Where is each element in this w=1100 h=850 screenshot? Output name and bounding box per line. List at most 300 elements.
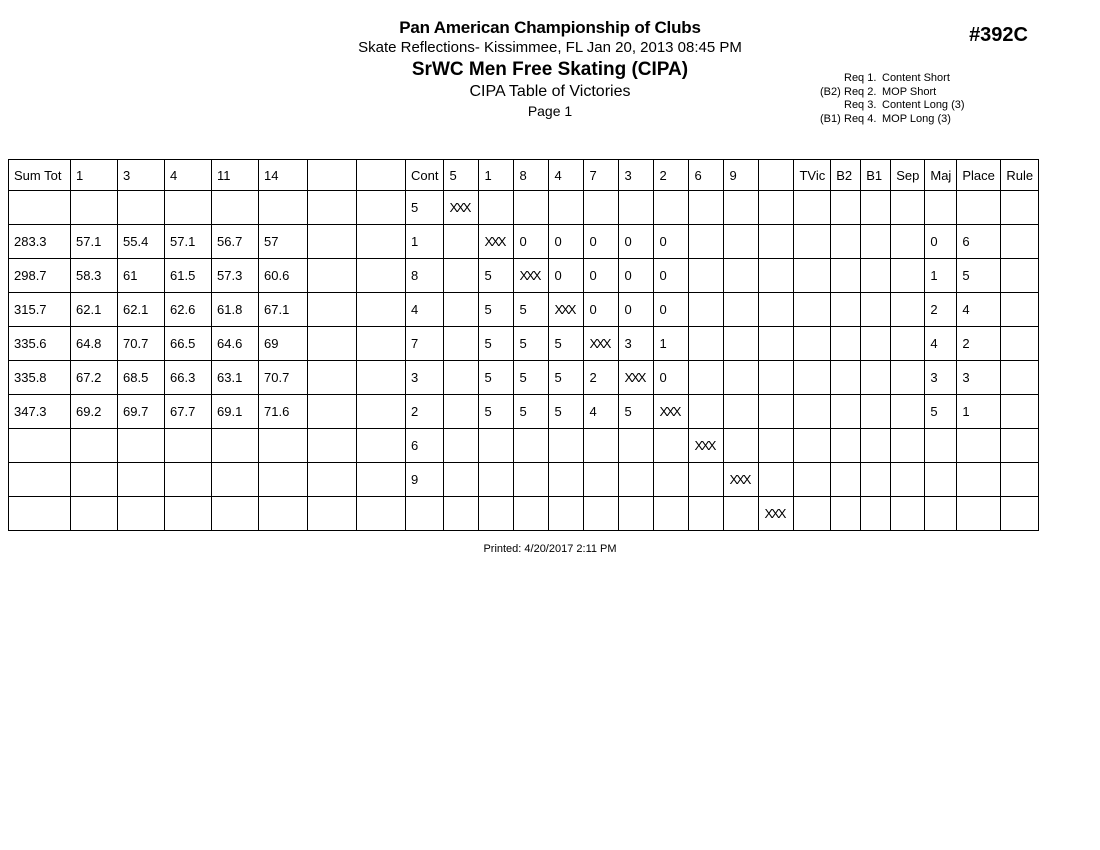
cell-matrix-8 [689, 463, 724, 497]
cell-matrix-2: 5 [479, 327, 514, 361]
cell-matrix-3: 5 [514, 361, 549, 395]
cell-matrix-1 [444, 191, 479, 225]
cell-place: 1 [957, 395, 1001, 429]
cell-matrix-5 [584, 429, 619, 463]
xxx-marker: XXX [694, 438, 715, 453]
cell-matrix-2 [479, 497, 514, 531]
cell-matrix-5 [584, 191, 619, 225]
cell-b2 [831, 259, 861, 293]
cell-judge-7 [357, 395, 406, 429]
cell-judge-6 [308, 225, 357, 259]
cell-matrix-1 [444, 361, 479, 395]
cell-matrix-2: 5 [479, 259, 514, 293]
cell-matrix-8 [689, 293, 724, 327]
cell-matrix-6: 0 [619, 259, 654, 293]
requirement-text: Content Long (3) [882, 99, 965, 111]
cell-tvic [794, 497, 831, 531]
cell-matrix-8 [689, 361, 724, 395]
cell-judge-5: 69 [259, 327, 308, 361]
cell-judge-5: 60.6 [259, 259, 308, 293]
cell-matrix-5: 0 [584, 293, 619, 327]
table-row [9, 463, 1039, 497]
venue-datetime: Skate Reflections- Kissimmee, FL Jan 20, 2013 08:45 PM [358, 39, 742, 56]
col-matrix-6: 6 [689, 160, 724, 191]
cell-rule [1001, 259, 1039, 293]
cell-matrix-7: 0 [654, 225, 689, 259]
cell-maj [925, 191, 957, 225]
cell-matrix-8 [689, 327, 724, 361]
cell-place: 6 [957, 225, 1001, 259]
cell-judge-2: 55.4 [118, 225, 165, 259]
cell-matrix-10 [759, 361, 794, 395]
cell-matrix-5: 0 [584, 259, 619, 293]
cell-matrix-9 [724, 463, 759, 497]
table-row [9, 429, 1039, 463]
cell-sep [891, 463, 925, 497]
requirement-tag: (B2) [820, 85, 841, 98]
cell-matrix-4 [549, 191, 584, 225]
col-sum-tot: Sum Tot [9, 160, 71, 191]
cell-judge-4 [212, 429, 259, 463]
cell-judge-2: 61 [118, 259, 165, 293]
table-row [9, 191, 1039, 225]
xxx-marker: XXX [484, 234, 505, 249]
cell-tvic [794, 191, 831, 225]
xxx-marker: XXX [449, 200, 470, 215]
cell-sum-tot: 283.3 [9, 225, 71, 259]
cell-b1 [861, 463, 891, 497]
cell-sum-tot: 335.6 [9, 327, 71, 361]
cell-judge-4: 56.7 [212, 225, 259, 259]
cell-matrix-4: 0 [549, 259, 584, 293]
cell-rule [1001, 395, 1039, 429]
cell-maj: 0 [925, 225, 957, 259]
col-b1: B1 [861, 160, 891, 191]
cell-maj [925, 429, 957, 463]
cell-b2 [831, 497, 861, 531]
cell-judge-7 [357, 191, 406, 225]
cell-matrix-10 [759, 225, 794, 259]
requirements-legend [820, 72, 965, 126]
cell-matrix-6 [619, 361, 654, 395]
cell-place: 5 [957, 259, 1001, 293]
cell-judge-2: 62.1 [118, 293, 165, 327]
col-tvic: TVic [794, 160, 831, 191]
cell-judge-7 [357, 225, 406, 259]
cell-judge-3: 67.7 [165, 395, 212, 429]
cell-rule [1001, 293, 1039, 327]
cell-matrix-4 [549, 463, 584, 497]
cell-matrix-3 [514, 429, 549, 463]
col-matrix-3: 3 [619, 160, 654, 191]
requirement-number: Req 1. [844, 72, 877, 84]
cell-matrix-2 [479, 225, 514, 259]
cell-judge-4: 63.1 [212, 361, 259, 395]
cell-judge-4 [212, 191, 259, 225]
cell-judge-6 [308, 463, 357, 497]
cell-place [957, 497, 1001, 531]
cell-matrix-7: 0 [654, 259, 689, 293]
col-matrix-7: 7 [584, 160, 619, 191]
cell-judge-1: 57.1 [71, 225, 118, 259]
cell-matrix-7 [654, 429, 689, 463]
cell-judge-3 [165, 463, 212, 497]
cell-maj: 5 [925, 395, 957, 429]
cell-judge-4 [212, 497, 259, 531]
cell-cont: 4 [406, 293, 444, 327]
cell-judge-6 [308, 497, 357, 531]
cell-judge-2 [118, 463, 165, 497]
cell-matrix-6: 3 [619, 327, 654, 361]
cell-matrix-7: 0 [654, 293, 689, 327]
cell-matrix-9 [724, 361, 759, 395]
col-b2: B2 [831, 160, 861, 191]
cell-b1 [861, 361, 891, 395]
cell-matrix-2: 5 [479, 395, 514, 429]
xxx-marker: XXX [659, 404, 680, 419]
cell-judge-3 [165, 191, 212, 225]
cell-matrix-5 [584, 327, 619, 361]
cell-sep [891, 293, 925, 327]
cell-judge-5: 67.1 [259, 293, 308, 327]
cell-matrix-1 [444, 259, 479, 293]
cell-matrix-6 [619, 463, 654, 497]
cell-matrix-1 [444, 327, 479, 361]
requirement-row [820, 86, 965, 100]
cell-matrix-5 [584, 497, 619, 531]
cell-judge-7 [357, 259, 406, 293]
cell-matrix-7 [654, 463, 689, 497]
cell-judge-2: 70.7 [118, 327, 165, 361]
cell-place: 3 [957, 361, 1001, 395]
cell-b2 [831, 395, 861, 429]
xxx-marker: XXX [554, 302, 575, 317]
cell-cont [406, 497, 444, 531]
requirement-number: Req 2. [844, 85, 877, 98]
cell-b1 [861, 293, 891, 327]
cell-tvic [794, 395, 831, 429]
cell-judge-3: 57.1 [165, 225, 212, 259]
cell-matrix-3: 5 [514, 327, 549, 361]
col-judge-blank-2 [357, 160, 406, 191]
cell-place [957, 191, 1001, 225]
cell-place: 4 [957, 293, 1001, 327]
cell-matrix-10 [759, 191, 794, 225]
col-sep: Sep [891, 160, 925, 191]
cell-matrix-2 [479, 191, 514, 225]
cell-sep [891, 225, 925, 259]
cell-judge-6 [308, 259, 357, 293]
col-cont: Cont [406, 160, 444, 191]
col-maj: Maj [925, 160, 957, 191]
cell-matrix-9 [724, 395, 759, 429]
cell-matrix-2 [479, 463, 514, 497]
cell-judge-7 [357, 327, 406, 361]
cell-tvic [794, 293, 831, 327]
cell-judge-5 [259, 463, 308, 497]
col-judge-11: 11 [212, 160, 259, 191]
table-row [9, 395, 1039, 429]
cell-sum-tot: 298.7 [9, 259, 71, 293]
col-matrix-blank [759, 160, 794, 191]
cell-sep [891, 395, 925, 429]
cell-matrix-4 [549, 497, 584, 531]
cell-judge-1: 69.2 [71, 395, 118, 429]
cell-judge-4 [212, 463, 259, 497]
col-judge-blank-1 [308, 160, 357, 191]
cell-b1 [861, 395, 891, 429]
cell-sum-tot [9, 463, 71, 497]
col-place: Place [957, 160, 1001, 191]
cell-matrix-9 [724, 259, 759, 293]
cell-maj: 1 [925, 259, 957, 293]
cell-judge-3 [165, 429, 212, 463]
cell-rule [1001, 191, 1039, 225]
col-judge-1: 1 [71, 160, 118, 191]
competition-title: Pan American Championship of Clubs [399, 18, 701, 37]
cell-matrix-9 [724, 191, 759, 225]
cell-judge-3 [165, 497, 212, 531]
col-matrix-1: 1 [479, 160, 514, 191]
cell-judge-5 [259, 429, 308, 463]
event-code: #392C [969, 24, 1028, 46]
cell-judge-1: 64.8 [71, 327, 118, 361]
cell-place [957, 429, 1001, 463]
cell-sep [891, 361, 925, 395]
cell-judge-5 [259, 497, 308, 531]
cell-rule [1001, 361, 1039, 395]
cell-judge-6 [308, 293, 357, 327]
cell-b1 [861, 259, 891, 293]
cell-place [957, 463, 1001, 497]
cell-matrix-6 [619, 497, 654, 531]
cell-judge-3: 61.5 [165, 259, 212, 293]
col-matrix-5: 5 [444, 160, 479, 191]
cell-matrix-3: 5 [514, 293, 549, 327]
cell-tvic [794, 327, 831, 361]
cell-judge-2: 68.5 [118, 361, 165, 395]
cell-matrix-5: 0 [584, 225, 619, 259]
cell-matrix-8 [689, 259, 724, 293]
cell-matrix-1 [444, 463, 479, 497]
cell-matrix-6 [619, 429, 654, 463]
table-row [9, 259, 1039, 293]
cell-matrix-1 [444, 395, 479, 429]
cell-judge-5: 57 [259, 225, 308, 259]
cell-rule [1001, 429, 1039, 463]
cell-sep [891, 259, 925, 293]
cell-matrix-8 [689, 225, 724, 259]
cell-judge-7 [357, 463, 406, 497]
cell-matrix-4 [549, 293, 584, 327]
cell-matrix-10 [759, 259, 794, 293]
cell-matrix-10 [759, 327, 794, 361]
cell-judge-6 [308, 361, 357, 395]
cell-judge-2: 69.7 [118, 395, 165, 429]
cell-matrix-8 [689, 429, 724, 463]
cell-matrix-5: 2 [584, 361, 619, 395]
cell-matrix-9 [724, 293, 759, 327]
page-number-label: Page 1 [527, 103, 573, 119]
requirement-row [820, 99, 965, 113]
cell-matrix-9 [724, 225, 759, 259]
cell-maj: 4 [925, 327, 957, 361]
cell-matrix-7 [654, 497, 689, 531]
cell-judge-7 [357, 429, 406, 463]
requirement-tag [820, 99, 844, 113]
requirement-text: MOP Short [882, 85, 937, 98]
cell-cont: 8 [406, 259, 444, 293]
cell-b2 [831, 225, 861, 259]
cell-matrix-4: 5 [549, 361, 584, 395]
cell-matrix-9 [724, 429, 759, 463]
cell-b2 [831, 327, 861, 361]
cell-matrix-8 [689, 497, 724, 531]
requirement-text: MOP Long (3) [882, 112, 951, 125]
table-row [9, 293, 1039, 327]
cell-judge-1: 58.3 [71, 259, 118, 293]
cell-judge-5: 71.6 [259, 395, 308, 429]
cell-matrix-1 [444, 293, 479, 327]
cell-matrix-3 [514, 259, 549, 293]
cell-tvic [794, 225, 831, 259]
cell-rule [1001, 327, 1039, 361]
col-judge-3: 3 [118, 160, 165, 191]
cell-judge-6 [308, 429, 357, 463]
cell-judge-2 [118, 429, 165, 463]
cell-matrix-8 [689, 191, 724, 225]
cell-matrix-3 [514, 497, 549, 531]
cell-sum-tot [9, 497, 71, 531]
cell-judge-1: 67.2 [71, 361, 118, 395]
cell-judge-1 [71, 463, 118, 497]
cell-b2 [831, 361, 861, 395]
xxx-marker: XXX [764, 506, 785, 521]
cell-judge-3: 66.3 [165, 361, 212, 395]
cell-matrix-3: 5 [514, 395, 549, 429]
cell-matrix-4: 0 [549, 225, 584, 259]
cell-sum-tot: 335.8 [9, 361, 71, 395]
cell-matrix-4 [549, 429, 584, 463]
col-matrix-9: 9 [724, 160, 759, 191]
cell-rule [1001, 463, 1039, 497]
cell-cont: 5 [406, 191, 444, 225]
xxx-marker: XXX [624, 370, 645, 385]
cell-sum-tot: 347.3 [9, 395, 71, 429]
requirement-row [820, 72, 965, 86]
col-rule: Rule [1001, 160, 1039, 191]
cell-matrix-1 [444, 429, 479, 463]
cell-matrix-7 [654, 395, 689, 429]
cell-cont: 7 [406, 327, 444, 361]
cell-matrix-5 [584, 463, 619, 497]
cell-b1 [861, 327, 891, 361]
cell-cont: 9 [406, 463, 444, 497]
col-matrix-8: 8 [514, 160, 549, 191]
table-row [9, 497, 1039, 531]
cell-matrix-9 [724, 327, 759, 361]
table-of-victories [8, 159, 1039, 531]
table-row [9, 225, 1039, 259]
cell-matrix-7: 0 [654, 361, 689, 395]
cell-judge-1 [71, 191, 118, 225]
col-judge-4: 4 [165, 160, 212, 191]
cell-matrix-6: 0 [619, 293, 654, 327]
cell-matrix-1 [444, 497, 479, 531]
cell-cont: 6 [406, 429, 444, 463]
xxx-marker: XXX [729, 472, 750, 487]
cell-matrix-9 [724, 497, 759, 531]
cell-sep [891, 327, 925, 361]
cell-matrix-2: 5 [479, 293, 514, 327]
cell-matrix-10 [759, 497, 794, 531]
cell-judge-5 [259, 191, 308, 225]
cell-cont: 1 [406, 225, 444, 259]
cell-sep [891, 429, 925, 463]
cell-matrix-10 [759, 463, 794, 497]
cell-tvic [794, 361, 831, 395]
cell-cont: 3 [406, 361, 444, 395]
requirement-number: Req 3. [844, 99, 877, 111]
report-subtitle: CIPA Table of Victories [469, 83, 631, 100]
cell-judge-6 [308, 327, 357, 361]
cell-judge-1: 62.1 [71, 293, 118, 327]
cell-judge-7 [357, 497, 406, 531]
cell-matrix-6: 0 [619, 225, 654, 259]
cell-matrix-3: 0 [514, 225, 549, 259]
cell-sum-tot: 315.7 [9, 293, 71, 327]
cell-place: 2 [957, 327, 1001, 361]
cell-cont: 2 [406, 395, 444, 429]
cell-judge-1 [71, 429, 118, 463]
cell-maj: 3 [925, 361, 957, 395]
col-matrix-2: 2 [654, 160, 689, 191]
cell-b2 [831, 191, 861, 225]
cell-matrix-6: 5 [619, 395, 654, 429]
cell-judge-4: 64.6 [212, 327, 259, 361]
printed-timestamp: Printed: 4/20/2017 2:11 PM [483, 543, 617, 555]
cell-maj: 2 [925, 293, 957, 327]
cell-rule [1001, 497, 1039, 531]
cell-maj [925, 497, 957, 531]
cell-maj [925, 463, 957, 497]
cell-judge-5: 70.7 [259, 361, 308, 395]
cell-b2 [831, 463, 861, 497]
cell-matrix-6 [619, 191, 654, 225]
cell-matrix-4: 5 [549, 395, 584, 429]
cell-matrix-7 [654, 191, 689, 225]
cell-sep [891, 191, 925, 225]
cell-tvic [794, 259, 831, 293]
cell-matrix-10 [759, 293, 794, 327]
cell-judge-1 [71, 497, 118, 531]
cell-judge-4: 69.1 [212, 395, 259, 429]
cell-judge-3: 62.6 [165, 293, 212, 327]
cell-judge-2 [118, 497, 165, 531]
cell-sum-tot [9, 191, 71, 225]
cell-b1 [861, 191, 891, 225]
cell-sep [891, 497, 925, 531]
table-header-row [9, 160, 1039, 191]
event-name: SrWC Men Free Skating (CIPA) [411, 59, 689, 80]
cell-matrix-5: 4 [584, 395, 619, 429]
cell-judge-3: 66.5 [165, 327, 212, 361]
xxx-marker: XXX [589, 336, 610, 351]
cell-sum-tot [9, 429, 71, 463]
cell-tvic [794, 429, 831, 463]
cell-matrix-4: 5 [549, 327, 584, 361]
cell-judge-4: 61.8 [212, 293, 259, 327]
